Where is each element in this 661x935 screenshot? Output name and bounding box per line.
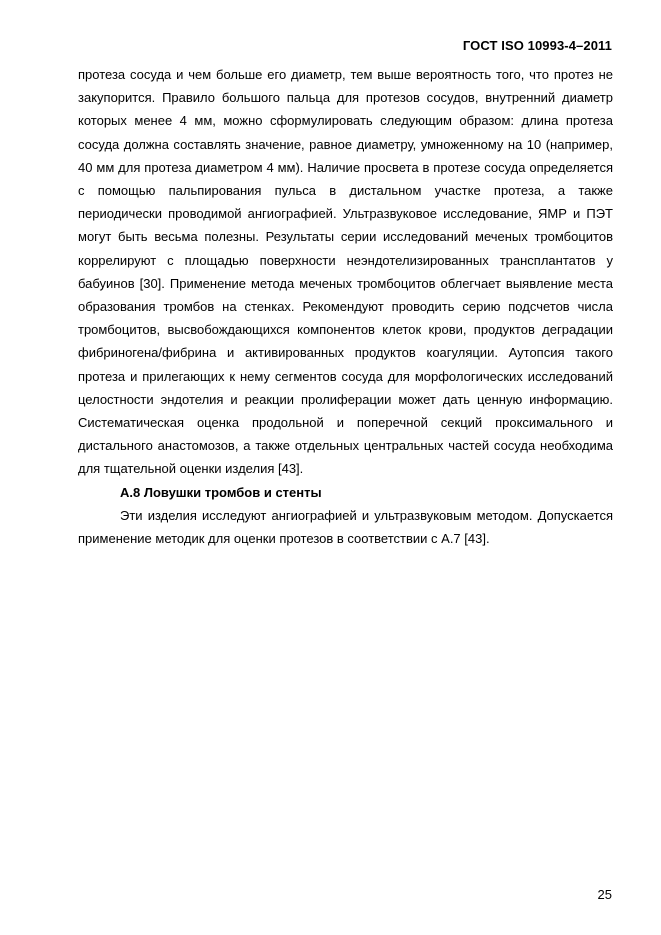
- page-number: 25: [597, 887, 612, 902]
- document-header-code: ГОСТ ISO 10993-4–2011: [462, 38, 612, 53]
- body-paragraph-continuation: протеза сосуда и чем больше его диаметр, тем выше вероятность того, что протез не закупорится. Правило большого пальца для протезов сосудов, внутренний диаметр которых менее 4 мм, можно сформулировать следующим образом: длина протеза сосуда должна составлять значение, равное диаметру, умноженному на 10 (например, 40 мм для протеза диаметром 4 мм). Наличие просвета в протезе сосуда определяется с помощью пальпирования пульса в дистальном участке протеза, а также периодически проводимой ангиографией. Ультразвуковое исследование, ЯМР и ПЭТ могут быть весьма полезны. Результаты серии исследований меченых тромбоцитов коррелируют с площадью поверхности неэндотелизированных трансплантатов у бабуинов [30]. Применение метода меченых тромбоцитов облегчает выявление места образования тромбов на стенках. Рекомендуют проводить серию подсчетов числа тромбоцитов, высвобождающихся компонентов клеток крови, продуктов деградации фибриногена/фибрина и активированных продуктов коагуляции. Аутопсия такого протеза и прилегающих к нему сегментов сосуда для морфологических исследований целостности эндотелия и реакции пролиферации может дать ценную информацию. Систематическая оценка продольной и поперечной секций проксимального и дистального анастомозов, а также отдельных центральных частей сосуда необходима для тщательной оценки изделия [43].: [78, 67, 613, 477]
- section-heading-a8: А.8 Ловушки тромбов и стенты: [120, 484, 322, 500]
- body-paragraph-a8: Эти изделия исследуют ангиографией и ультразвуковым методом. Допускается применение методик для оценки протезов в соответствии с А.7 [43].: [78, 507, 613, 547]
- page-body: [78, 63, 613, 550]
